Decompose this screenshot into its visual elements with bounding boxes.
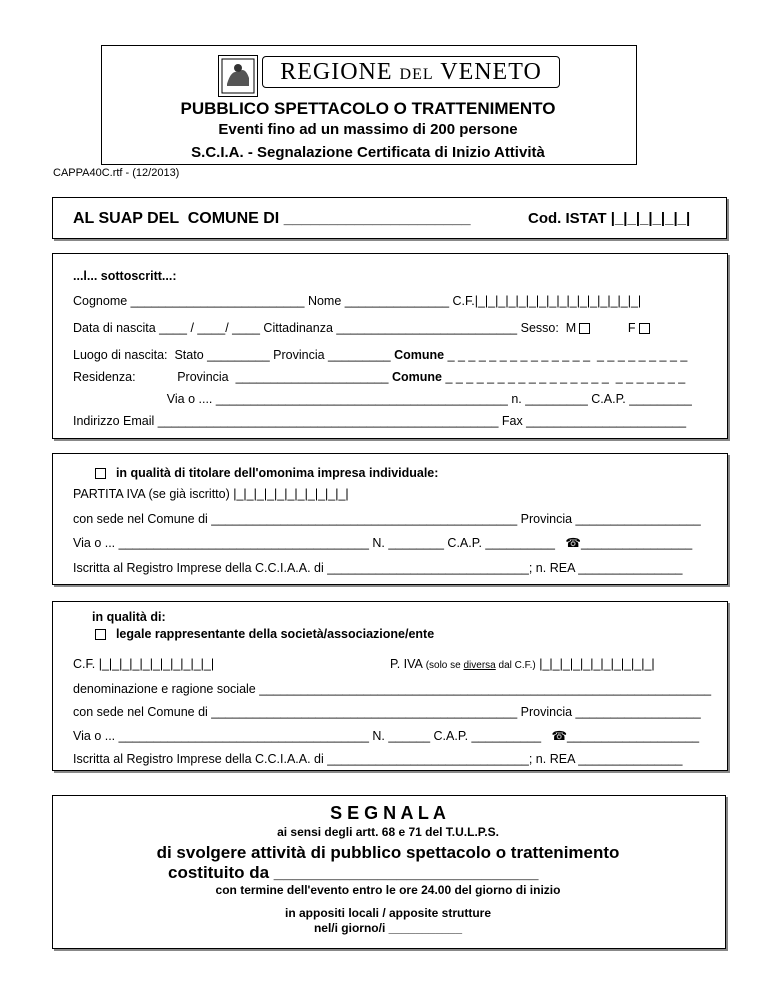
- segnala-activity: di svolgere attività di pubblico spettacolo o trattenimento: [156, 843, 620, 862]
- individual-via-row[interactable]: Via o ... ____________________________________ N. ________ C.A.P. __________ ☎________________: [73, 536, 693, 550]
- individual-piva-field[interactable]: PARTITA IVA (se già iscritto) |_|_|_|_|_|_|_|_|_|_|_|: [73, 487, 349, 501]
- phone-icon: ☎: [565, 536, 581, 550]
- page-subtitle-scia: S.C.I.A. - Segnalazione Certificata di Inizio Attività: [191, 144, 545, 161]
- region-logo: REGIONE DEL VENETO: [262, 56, 560, 88]
- segnala-deadline: con termine dell'evento entro le ore 24.00 del giorno di inizio: [215, 883, 561, 897]
- company-sede-row[interactable]: con sede nel Comune di ____________________________________________ Provincia __________________: [73, 705, 701, 719]
- company-via-row[interactable]: Via o ... ____________________________________ N. ______ C.A.P. __________ ☎___________________: [73, 729, 700, 743]
- company-title: in qualità di:: [92, 610, 166, 624]
- birth-gender-row[interactable]: Data di nascita ____ / ____/ ____ Cittadinanza __________________________ Sesso: M F: [73, 321, 653, 335]
- individual-title[interactable]: in qualità di titolare dell'omonima impresa individuale:: [92, 466, 438, 480]
- individual-sede-row[interactable]: con sede nel Comune di ____________________________________________ Provincia __________________: [73, 512, 701, 526]
- phone-icon: ☎: [551, 729, 568, 743]
- company-cf-field[interactable]: C.F. |_|_|_|_|_|_|_|_|_|_|_|: [73, 657, 215, 671]
- segnala-location: in appositi locali / apposite strutture: [284, 906, 492, 920]
- istat-code-field[interactable]: Cod. ISTAT |_|_|_|_|_|_|: [528, 210, 691, 227]
- name-cf-row[interactable]: Cognome _________________________ Nome _______________ C.F.|_|_|_|_|_|_|_|_|_|_|_|_|_|_|_|_|: [73, 294, 642, 308]
- segnala-days-field[interactable]: nel/i giorno/i ___________: [313, 921, 463, 935]
- segnala-constituted-field[interactable]: costituito da ____________________________: [168, 863, 539, 882]
- gender-f-checkbox[interactable]: [639, 323, 650, 334]
- page-title: PUBBLICO SPETTACOLO O TRATTENIMENTO: [180, 99, 556, 118]
- document-code: CAPPA40C.rtf - (12/2013): [53, 167, 180, 179]
- company-denom-row[interactable]: denominazione e ragione sociale _________________________________________________________________: [73, 682, 712, 696]
- signer-title: ...l... sottoscritt...:: [73, 269, 177, 283]
- company-registro-row[interactable]: Iscritta al Registro Imprese della C.C.I.A.A. di _____________________________; n. REA _______________: [73, 752, 683, 766]
- birthplace-row[interactable]: Luogo di nascita: Stato _________ Provincia _________ Comune _ _ _ _ _ _ _ _ _ _ _ _ _ _ _ _ _ _ _ _ _ _ _: [73, 348, 688, 362]
- legal-rep-checkbox[interactable]: [95, 629, 106, 640]
- individual-checkbox[interactable]: [95, 468, 106, 479]
- region-emblem-icon: [218, 55, 258, 97]
- email-fax-row[interactable]: Indirizzo Email _________________________________________________ Fax _______________________: [73, 414, 687, 428]
- company-legal-rep[interactable]: legale rappresentante della società/associazione/ente: [92, 627, 434, 641]
- suap-comune-field[interactable]: AL SUAP DEL COMUNE DI _____________________: [73, 210, 471, 227]
- address-row[interactable]: Via o .... __________________________________________ n. _________ C.A.P. _________: [73, 392, 692, 406]
- page-subtitle: Eventi fino ad un massimo di 200 persone: [218, 121, 518, 138]
- segnala-law: ai sensi degli artt. 68 e 71 del T.U.L.P.S.: [277, 825, 499, 839]
- residence-row[interactable]: Residenza: Provincia ______________________ Comune _ _ _ _ _ _ _ _ _ _ _ _ _ _ _ _ _ _ _ _ _ _ _: [73, 370, 686, 384]
- gender-m-checkbox[interactable]: [579, 323, 590, 334]
- individual-registro-row[interactable]: Iscritta al Registro Imprese della C.C.I.A.A. di _____________________________; n. REA _______________: [73, 561, 683, 575]
- segnala-title: S E G N A L A: [330, 803, 446, 823]
- company-piva-field[interactable]: P. IVA (solo se diversa dal C.F.) |_|_|_|_|_|_|_|_|_|_|_|: [390, 657, 655, 671]
